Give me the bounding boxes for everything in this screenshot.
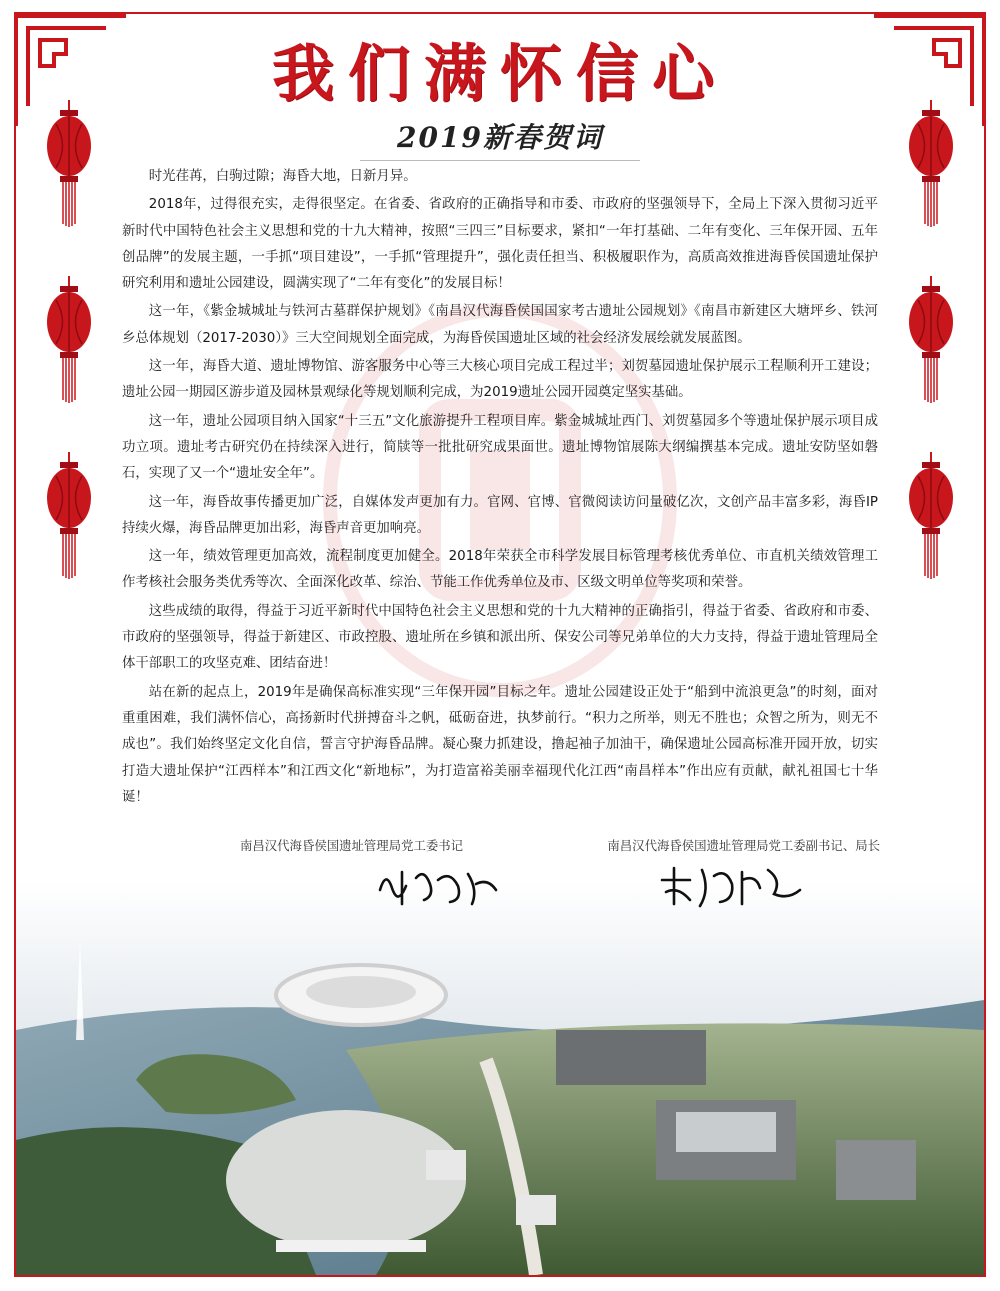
lanterns-right [908, 100, 954, 628]
letter-body [122, 164, 878, 813]
paragraph: 这一年，《紫金城城址与铁河古墓群保护规划》《南昌汉代海昏侯国国家考古遗址公园规划》《南昌市新建区大塘坪乡、铁河乡总体规划（2017-2030）》三大空间规划全面完成，为海昏侯国遗址区域的社会经济发展绘就发展蓝图。 [122, 304, 878, 346]
signer-title-secretary: 南昌汉代海昏侯国遗址管理局党工委书记 [240, 838, 464, 853]
lanterns-left [46, 100, 92, 628]
lantern-icon [908, 276, 954, 404]
signer-title-director: 南昌汉代海昏侯国遗址管理局党工委副书记、局长 [607, 838, 880, 853]
subtitle-divider [360, 160, 640, 161]
signature-2 [656, 860, 806, 910]
signature-1 [372, 860, 502, 910]
page-title: 我们满怀信心 [271, 37, 728, 110]
page-subtitle: 2019新春贺词 [397, 121, 603, 154]
paragraph: 2018年，过得很充实，走得很坚定。在省委、省政府的正确指导和市委、市政府的坚强领导下，全局上下深入贯彻习近平新时代中国特色社会主义思想和党的十九大精神，按照“三四三”目标要求，紧扣“一年打基础、二年有变化、三年保开园、五年创品牌”的发展主题，一手抓“项目建设”，一手抓“管理提升”，强化责任担当、积极履职作为，高质高效推进海昏侯国遗址保护研究利用和遗址公园建设，圆满实现了“二年有变化”的发展目标！ [122, 197, 878, 292]
lantern-icon [908, 452, 954, 580]
paragraph: 站在新的起点上，2019年是确保高标准实现“三年保开园”目标之年。遗址公园建设正处于“船到中流浪更急”的时刻，面对重重困难，我们满怀信心，高扬新时代拼搏奋斗之帆，砥砺奋进，执梦前行。“积力之所举，则无不胜也；众智之所为，则无不成也”。我们始终坚定文化自信，誓言守护海昏品牌。凝心聚力抓建设，撸起袖子加油干，确保遗址公园高标准开园开放，切实打造大遗址保护“江西样本”和江西文化“新地标”，为打造富裕美丽幸福现代化江西“南昌样本”作出应有贡献，献礼祖国七十华诞！ [122, 684, 878, 805]
lantern-icon [46, 276, 92, 404]
paragraph: 这些成绩的取得，得益于习近平新时代中国特色社会主义思想和党的十九大精神的正确指引，得益于省委、省政府和市委、市政府的坚强领导，得益于新建区、市政控股、遗址所在乡镇和派出所、保安公司等兄弟单位的大力支持，得益于遗址管理局全体干部职工的攻坚克难、团结奋进！ [122, 603, 878, 672]
paragraph: 这一年，海昏故事传播更加广泛，自媒体发声更加有力。官网、官博、官微阅读访问量破亿次，文创产品丰富多彩，海昏IP持续火爆，海昏品牌更加出彩，海昏声音更加响亮。 [122, 494, 878, 536]
paragraph: 这一年，海昏大道、遗址博物馆、游客服务中心等三大核心项目完成工程过半；刘贺墓园遗址保护展示工程顺利开工建设；遗址公园一期园区游步道及园林景观绿化等规划顺利完成，为2019遗址公园开园奠定坚实基础。 [122, 359, 878, 401]
paragraph: 这一年，绩效管理更加高效，流程制度更加健全。2018年荣获全市科学发展目标管理考核优秀单位、市直机关绩效管理工作考核社会服务类优秀等次、全面深化改革、综治、节能工作优秀单位及市、区级文明单位等奖项和荣誉。 [122, 549, 878, 591]
lantern-icon [46, 452, 92, 580]
paragraph: 时光荏苒，白驹过隙；海昏大地，日新月异。 [148, 169, 417, 184]
paragraph: 这一年，遗址公园项目纳入国家“十三五”文化旅游提升工程项目库。紫金城城址西门、刘贺墓园多个等遗址保护展示项目成功立项。遗址考古研究仍在持续深入进行，简牍等一批批研究成果面世。遗址博物馆展陈大纲编撰基本完成。遗址安防坚如磐石，实现了又一个“遗址安全年”。 [122, 413, 878, 482]
signers [240, 836, 880, 854]
park-aerial-illustration [16, 880, 984, 1275]
